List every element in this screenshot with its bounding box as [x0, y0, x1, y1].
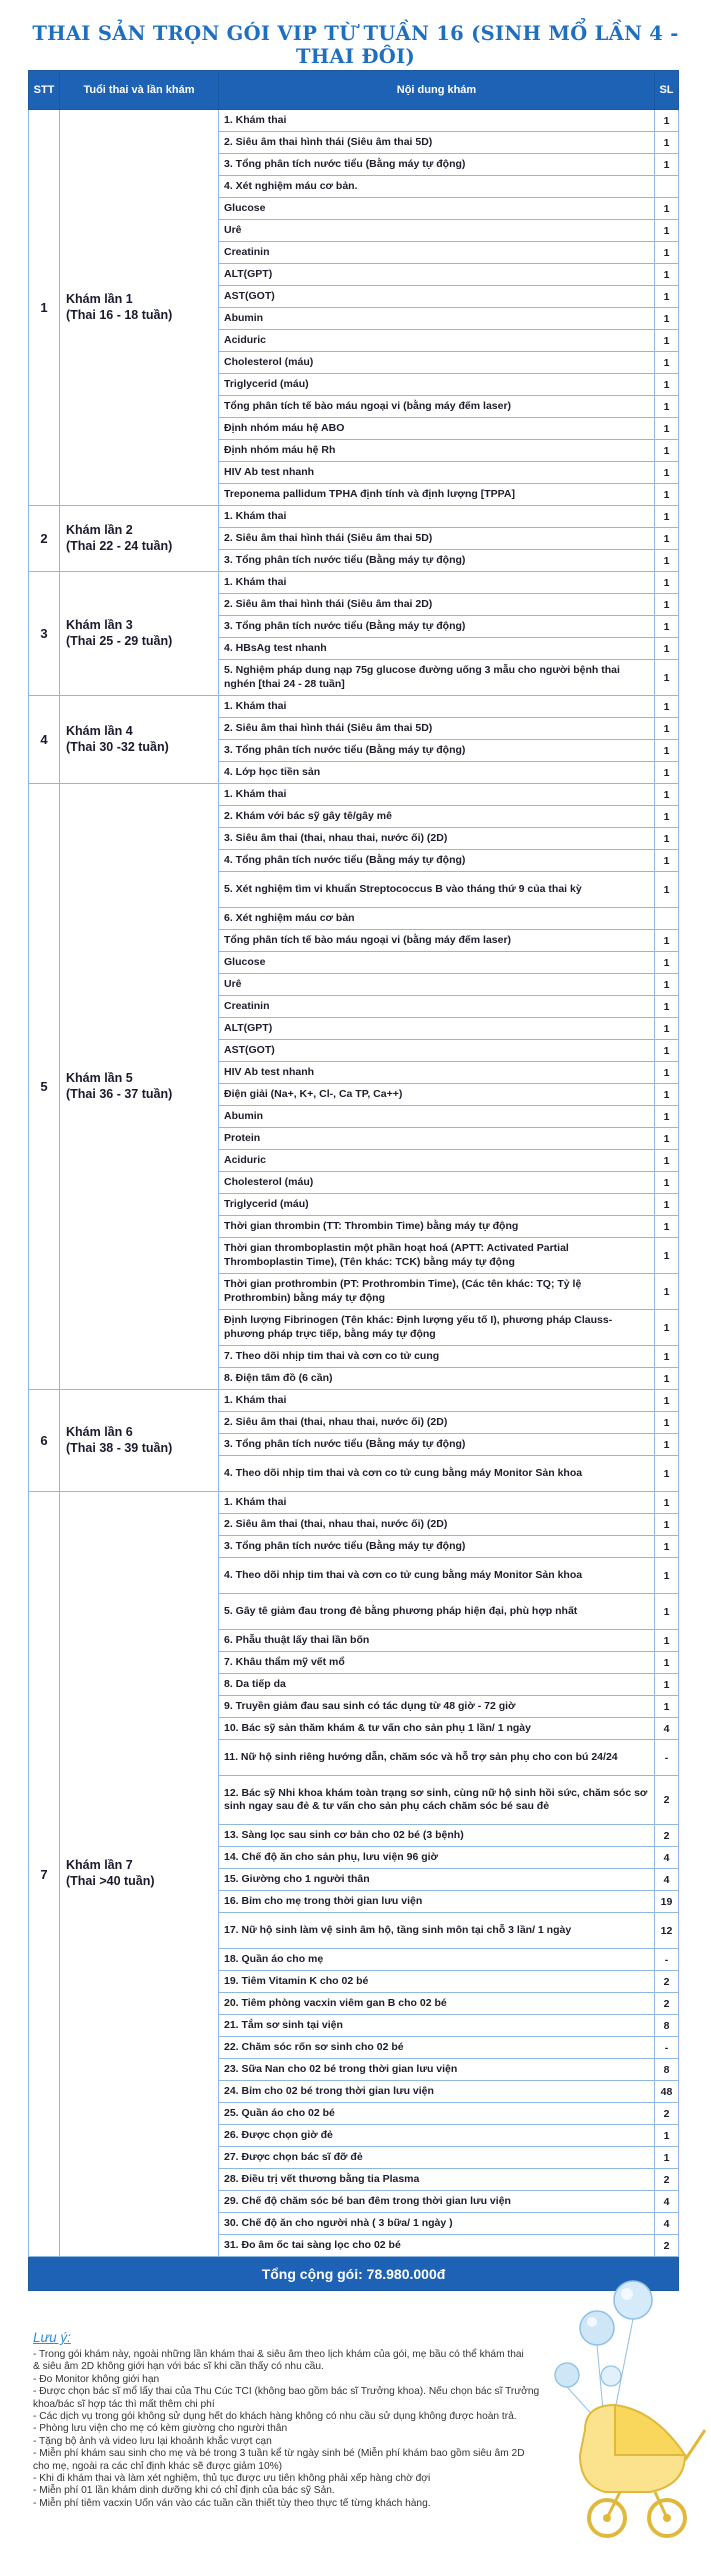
content-cell: 1. Khám thai [219, 1390, 655, 1412]
content-cell: 4. Tổng phân tích nước tiểu (Bằng máy tự động) [219, 850, 655, 872]
stt-cell: 3 [29, 572, 60, 696]
content-cell: 4. Lớp học tiền sản [219, 762, 655, 784]
content-cell: 9. Truyền giảm đau sau sinh có tác dụng từ 48 giờ - 72 giờ [219, 1696, 655, 1718]
quantity-cell: 1 [655, 1346, 679, 1368]
content-cell: 10. Bác sỹ sản thăm khám & tư vấn cho sản phụ 1 lần/ 1 ngày [219, 1718, 655, 1740]
content-cell: 16. Bỉm cho mẹ trong thời gian lưu viện [219, 1891, 655, 1913]
content-cell: 6. Xét nghiệm máu cơ bản [219, 908, 655, 930]
content-cell: 2. Siêu âm thai hình thái (Siêu âm thai 2D) [219, 594, 655, 616]
quantity-cell: 4 [655, 2191, 679, 2213]
quantity-cell: 1 [655, 462, 679, 484]
table-row [29, 110, 679, 132]
stt-cell: 7 [29, 1492, 60, 2257]
table-body [29, 110, 679, 2257]
content-cell: Định nhóm máu hệ ABO [219, 418, 655, 440]
content-cell: 1. Khám thai [219, 572, 655, 594]
content-cell: 15. Giường cho 1 người thân [219, 1869, 655, 1891]
content-cell: 2. Siêu âm thai hình thái (Siêu âm thai 5D) [219, 718, 655, 740]
package-table [28, 70, 678, 2291]
quantity-cell: 2 [655, 1825, 679, 1847]
baby-carriage-illustration [545, 2280, 711, 2560]
content-cell: Aciduric [219, 1150, 655, 1172]
notes-title: Lưu ý: [33, 2330, 71, 2345]
table-row [29, 784, 679, 806]
note-item: - Phòng lưu viện cho mẹ có kèm giường cho người thân [33, 2423, 288, 2435]
visit-cell: Khám lần 6 (Thai 38 - 39 tuần) [60, 1390, 219, 1492]
content-cell: 25. Quần áo cho 02 bé [219, 2103, 655, 2125]
content-cell: Protein [219, 1128, 655, 1150]
content-cell: Creatinin [219, 996, 655, 1018]
quantity-cell: 1 [655, 418, 679, 440]
note-item: - Tặng bộ ảnh và video lưu lại khoảnh khắc vượt cạn [33, 2435, 272, 2447]
visit-cell: Khám lần 5 (Thai 36 - 37 tuần) [60, 784, 219, 1390]
quantity-cell: 1 [655, 1536, 679, 1558]
quantity-cell: - [655, 1949, 679, 1971]
content-cell: 8. Điện tâm đồ (6 cần) [219, 1368, 655, 1390]
stt-cell: 4 [29, 696, 60, 784]
quantity-cell: 19 [655, 1891, 679, 1913]
quantity-cell: 1 [655, 1084, 679, 1106]
content-cell: Glucose [219, 952, 655, 974]
note-item: & siêu âm 2D không giới hạn với bác sĩ khi cần thấy có nhu cầu. [33, 2361, 324, 2373]
quantity-cell: 4 [655, 1718, 679, 1740]
content-cell: 21. Tắm sơ sinh tại viện [219, 2015, 655, 2037]
content-cell: 1. Khám thai [219, 110, 655, 132]
content-cell: Creatinin [219, 242, 655, 264]
content-cell: 3. Tổng phân tích nước tiểu (Bằng máy tự động) [219, 1434, 655, 1456]
quantity-cell: 1 [655, 1040, 679, 1062]
quantity-cell: 1 [655, 1194, 679, 1216]
note-item: - Các dịch vụ trong gói không sử dụng hết do khách hàng không có nhu cầu sử dụng không được hoàn trả. [33, 2411, 517, 2423]
content-cell: 2. Siêu âm thai (thai, nhau thai, nước ối) (2D) [219, 1514, 655, 1536]
note-item: cho mẹ, ngoài ra các chỉ định khác sẽ được giảm 10%) [33, 2460, 283, 2472]
quantity-cell: 1 [655, 638, 679, 660]
quantity-cell: 2 [655, 1971, 679, 1993]
content-cell: 3. Tổng phân tích nước tiểu (Bằng máy tự động) [219, 154, 655, 176]
quantity-cell: 1 [655, 850, 679, 872]
content-cell: 1. Khám thai [219, 506, 655, 528]
quantity-cell: 1 [655, 396, 679, 418]
header-sl: SL [655, 71, 679, 110]
content-cell: Thời gian prothrombin (PT: Prothrombin Time), (Các tên khác: TQ; Tỷ lệ Prothrombin) bằng máy tự động [219, 1274, 655, 1310]
content-cell: HIV Ab test nhanh [219, 462, 655, 484]
content-cell: 5. Nghiệm pháp dung nạp 75g glucose đường uống 3 mẫu cho người bệnh thai nghén [thai 24 - 28 tuần] [219, 660, 655, 696]
quantity-cell: 1 [655, 740, 679, 762]
quantity-cell: 1 [655, 550, 679, 572]
note-item: - Miễn phí tiêm vacxin Uốn ván vào các tuần cần thiết tùy theo thực tế từng khách hàng. [33, 2497, 431, 2509]
table-row [29, 506, 679, 528]
header-stt: STT [29, 71, 60, 110]
content-cell: 23. Sữa Nan cho 02 bé trong thời gian lưu viện [219, 2059, 655, 2081]
content-cell: 4. Theo dõi nhịp tim thai và cơn co tử cung bằng máy Monitor Sản khoa [219, 1558, 655, 1594]
quantity-cell: 1 [655, 974, 679, 996]
quantity-cell: 1 [655, 952, 679, 974]
visit-cell: Khám lần 7 (Thai >40 tuần) [60, 1492, 219, 2257]
content-cell: 2. Siêu âm thai (thai, nhau thai, nước ối) (2D) [219, 1412, 655, 1434]
visit-cell: Khám lần 2 (Thai 22 - 24 tuần) [60, 506, 219, 572]
quantity-cell: 4 [655, 1847, 679, 1869]
quantity-cell: - [655, 1740, 679, 1776]
quantity-cell [655, 176, 679, 198]
quantity-cell: 1 [655, 1150, 679, 1172]
quantity-cell: 1 [655, 528, 679, 550]
content-cell: Urê [219, 974, 655, 996]
content-cell: 13. Sàng lọc sau sinh cơ bản cho 02 bé (3 bệnh) [219, 1825, 655, 1847]
quantity-cell: 1 [655, 1630, 679, 1652]
content-cell: 31. Đo âm ốc tai sàng lọc cho 02 bé [219, 2235, 655, 2257]
content-cell: 7. Khâu thẩm mỹ vết mổ [219, 1652, 655, 1674]
content-cell: AST(GOT) [219, 286, 655, 308]
quantity-cell: 4 [655, 1869, 679, 1891]
content-cell: 12. Bác sỹ Nhi khoa khám toàn trạng sơ sinh, cùng nữ hộ sinh hồi sức, chăm sóc sơ sinh ngay sau đẻ & tư vấn cho sản phụ cách chăm sóc bé sau đẻ [219, 1776, 655, 1825]
quantity-cell: 1 [655, 784, 679, 806]
content-cell: Triglycerid (máu) [219, 1194, 655, 1216]
content-cell: Định nhóm máu hệ Rh [219, 440, 655, 462]
note-item: - Đo Monitor không giới hạn [33, 2373, 160, 2385]
note-item: khoa/bác sĩ hợp tác thì mất thêm chi phí [33, 2398, 215, 2410]
header-content: Nội dung khám [219, 71, 655, 110]
content-cell: Điện giải (Na+, K+, Cl-, Ca TP, Ca++) [219, 1084, 655, 1106]
content-cell: 4. Theo dõi nhịp tim thai và cơn co tử cung bằng máy Monitor Sản khoa [219, 1456, 655, 1492]
content-cell: Glucose [219, 198, 655, 220]
content-cell: Urê [219, 220, 655, 242]
content-cell: 2. Khám với bác sỹ gây tê/gây mê [219, 806, 655, 828]
content-cell: Cholesterol (máu) [219, 1172, 655, 1194]
quantity-cell: 1 [655, 484, 679, 506]
quantity-cell: 1 [655, 1492, 679, 1514]
content-cell: 24. Bỉm cho 02 bé trong thời gian lưu viện [219, 2081, 655, 2103]
quantity-cell: 1 [655, 1674, 679, 1696]
quantity-cell: 1 [655, 930, 679, 952]
quantity-cell: 1 [655, 1558, 679, 1594]
quantity-cell: 1 [655, 616, 679, 638]
note-item: - Trong gói khám này, ngoài những lần khám thai & siêu âm theo lịch khám của gói, mẹ bầu có thể khám thai [33, 2349, 524, 2360]
content-cell: 7. Theo dõi nhịp tim thai và cơn co tử cung [219, 1346, 655, 1368]
content-cell: 14. Chế độ ăn cho sản phụ, lưu viện 96 giờ [219, 1847, 655, 1869]
quantity-cell: 1 [655, 660, 679, 696]
content-cell: 2. Siêu âm thai hình thái (Siêu âm thai 5D) [219, 132, 655, 154]
header-visit: Tuổi thai và lần khám [60, 71, 219, 110]
content-cell: Định lượng Fibrinogen (Tên khác: Định lượng yếu tố I), phương pháp Clauss- phương pháp trực tiếp, bằng máy tự động [219, 1310, 655, 1346]
quantity-cell: 1 [655, 440, 679, 462]
content-cell: Treponema pallidum TPHA định tính và định lượng [TPPA] [219, 484, 655, 506]
content-cell: Abumin [219, 308, 655, 330]
content-cell: 3. Tổng phân tích nước tiểu (Bằng máy tự động) [219, 740, 655, 762]
quantity-cell: 8 [655, 2059, 679, 2081]
content-cell: 8. Da tiếp da [219, 1674, 655, 1696]
content-cell: 27. Được chọn bác sĩ đỡ đẻ [219, 2147, 655, 2169]
quantity-cell: 1 [655, 1594, 679, 1630]
quantity-cell: 1 [655, 220, 679, 242]
content-cell: 29. Chế độ chăm sóc bé ban đêm trong thời gian lưu viện [219, 2191, 655, 2213]
quantity-cell: 1 [655, 1412, 679, 1434]
quantity-cell: 1 [655, 286, 679, 308]
quantity-cell: 1 [655, 374, 679, 396]
quantity-cell: 1 [655, 2147, 679, 2169]
quantity-cell: 1 [655, 872, 679, 908]
content-cell: Cholesterol (máu) [219, 352, 655, 374]
quantity-cell: 1 [655, 718, 679, 740]
table-row [29, 696, 679, 718]
content-cell: 19. Tiêm Vitamin K cho 02 bé [219, 1971, 655, 1993]
quantity-cell: 48 [655, 2081, 679, 2103]
note-item: - Khi đi khám thai và làm xét nghiệm, thủ tục được ưu tiên không phải xếp hàng chờ đợi [33, 2473, 431, 2485]
quantity-cell: 1 [655, 828, 679, 850]
content-cell: 4. HBsAg test nhanh [219, 638, 655, 660]
quantity-cell: 1 [655, 1018, 679, 1040]
table-row [29, 1390, 679, 1412]
note-item: - Được chọn bác sĩ mổ lấy thai của Thu Cúc TCI (không bao gồm bác sĩ Trưởng khoa). Nếu chọn bác sĩ Trưởng [33, 2386, 540, 2398]
note-item: - Miễn phí 01 lần khám dinh dưỡng khi có chỉ định của bác sỹ Sản. [33, 2485, 335, 2497]
content-cell: HIV Ab test nhanh [219, 1062, 655, 1084]
quantity-cell: 1 [655, 806, 679, 828]
page-title: THAI SẢN TRỌN GÓI VIP TỪ TUẦN 16 (SINH MỔ LẦN 4 - THAI ĐÔI) [32, 22, 679, 68]
quantity-cell: 1 [655, 696, 679, 718]
content-cell: AST(GOT) [219, 1040, 655, 1062]
quantity-cell: 1 [655, 1696, 679, 1718]
content-cell: 1. Khám thai [219, 784, 655, 806]
visit-cell: Khám lần 4 (Thai 30 -32 tuần) [60, 696, 219, 784]
quantity-cell: 1 [655, 110, 679, 132]
quantity-cell: 1 [655, 2125, 679, 2147]
quantity-cell: 1 [655, 1514, 679, 1536]
quantity-cell: 2 [655, 2169, 679, 2191]
quantity-cell: 4 [655, 2213, 679, 2235]
quantity-cell: 1 [655, 1238, 679, 1274]
content-cell: 3. Tổng phân tích nước tiểu (Bằng máy tự động) [219, 616, 655, 638]
content-cell: 5. Xét nghiệm tìm vi khuẩn Streptococcus B vào tháng thứ 9 của thai kỳ [219, 872, 655, 908]
quantity-cell: - [655, 2037, 679, 2059]
content-cell: 3. Siêu âm thai (thai, nhau thai, nước ối) (2D) [219, 828, 655, 850]
content-cell: Tổng phân tích tế bào máu ngoại vi (bằng máy đếm laser) [219, 930, 655, 952]
quantity-cell: 8 [655, 2015, 679, 2037]
quantity-cell: 1 [655, 154, 679, 176]
quantity-cell: 1 [655, 242, 679, 264]
content-cell: Aciduric [219, 330, 655, 352]
stt-cell: 6 [29, 1390, 60, 1492]
quantity-cell: 1 [655, 1062, 679, 1084]
quantity-cell: 1 [655, 1172, 679, 1194]
quantity-cell: 1 [655, 1310, 679, 1346]
quantity-cell: 2 [655, 2103, 679, 2125]
content-cell: ALT(GPT) [219, 264, 655, 286]
content-cell: 2. Siêu âm thai hình thái (Siêu âm thai 5D) [219, 528, 655, 550]
content-cell: 6. Phẫu thuật lấy thai lần bốn [219, 1630, 655, 1652]
content-cell: 11. Nữ hộ sinh riêng hướng dẫn, chăm sóc và hỗ trợ sản phụ cho con bú 24/24 [219, 1740, 655, 1776]
stt-cell: 5 [29, 784, 60, 1390]
quantity-cell: 1 [655, 762, 679, 784]
content-cell: 5. Gây tê giảm đau trong đẻ bằng phương pháp hiện đại, phù hợp nhất [219, 1594, 655, 1630]
content-cell: Triglycerid (máu) [219, 374, 655, 396]
quantity-cell: 1 [655, 198, 679, 220]
quantity-cell: 1 [655, 1128, 679, 1150]
table-row [29, 572, 679, 594]
quantity-cell: 1 [655, 330, 679, 352]
content-cell: 28. Điều trị vết thương bằng tia Plasma [219, 2169, 655, 2191]
quantity-cell: 2 [655, 2235, 679, 2257]
content-cell: 18. Quần áo cho mẹ [219, 1949, 655, 1971]
visit-cell: Khám lần 3 (Thai 25 - 29 tuần) [60, 572, 219, 696]
note-item: - Miễn phí khám sau sinh cho mẹ và bé trong 3 tuần kể từ ngày sinh bé (Miễn phí khám bao gồm siêu âm 2D [33, 2448, 525, 2460]
content-cell: Thời gian thrombin (TT: Thrombin Time) bằng máy tự động [219, 1216, 655, 1238]
quantity-cell: 1 [655, 1368, 679, 1390]
content-cell: 26. Được chọn giờ đẻ [219, 2125, 655, 2147]
quantity-cell: 1 [655, 1106, 679, 1128]
quantity-cell: 1 [655, 308, 679, 330]
content-cell: 1. Khám thai [219, 1492, 655, 1514]
quantity-cell: 1 [655, 352, 679, 374]
quantity-cell: 1 [655, 132, 679, 154]
quantity-cell: 1 [655, 1390, 679, 1412]
quantity-cell: 2 [655, 1993, 679, 2015]
content-cell: 20. Tiêm phòng vacxin viêm gan B cho 02 bé [219, 1993, 655, 2015]
quantity-cell: 1 [655, 506, 679, 528]
table-row [29, 1492, 679, 1514]
notes-list [33, 2349, 593, 2510]
content-cell: 1. Khám thai [219, 696, 655, 718]
content-cell: 30. Chế độ ăn cho người nhà ( 3 bữa/ 1 ngày ) [219, 2213, 655, 2235]
quantity-cell: 1 [655, 1274, 679, 1310]
quantity-cell: 1 [655, 594, 679, 616]
content-cell: Tổng phân tích tế bào máu ngoại vi (bằng máy đếm laser) [219, 396, 655, 418]
content-cell: ALT(GPT) [219, 1018, 655, 1040]
notes-section [33, 2330, 593, 2510]
content-cell: 22. Chăm sóc rốn sơ sinh cho 02 bé [219, 2037, 655, 2059]
quantity-cell: 1 [655, 264, 679, 286]
stt-cell: 1 [29, 110, 60, 506]
quantity-cell: 1 [655, 996, 679, 1018]
visit-cell: Khám lần 1 (Thai 16 - 18 tuần) [60, 110, 219, 506]
quantity-cell: 1 [655, 1456, 679, 1492]
quantity-cell: 1 [655, 1652, 679, 1674]
content-cell: 3. Tổng phân tích nước tiểu (Bằng máy tự động) [219, 550, 655, 572]
total-price: Tổng cộng gói: 78.980.000đ [29, 2257, 679, 2291]
quantity-cell: 1 [655, 572, 679, 594]
content-cell: Thời gian thromboplastin một phần hoạt hoá (APTT: Activated Partial Thromboplastin Time), (Tên khác: TCK) bằng máy tự động [219, 1238, 655, 1274]
quantity-cell: 1 [655, 1216, 679, 1238]
content-cell: Abumin [219, 1106, 655, 1128]
content-cell: 17. Nữ hộ sinh làm vệ sinh âm hộ, tầng sinh môn tại chỗ 3 lần/ 1 ngày [219, 1913, 655, 1949]
stt-cell: 2 [29, 506, 60, 572]
content-cell: 4. Xét nghiệm máu cơ bản. [219, 176, 655, 198]
quantity-cell: 12 [655, 1913, 679, 1949]
quantity-cell: 1 [655, 1434, 679, 1456]
quantity-cell [655, 908, 679, 930]
content-cell: 3. Tổng phân tích nước tiểu (Bằng máy tự động) [219, 1536, 655, 1558]
table-header-row [29, 71, 679, 110]
quantity-cell: 2 [655, 1776, 679, 1825]
